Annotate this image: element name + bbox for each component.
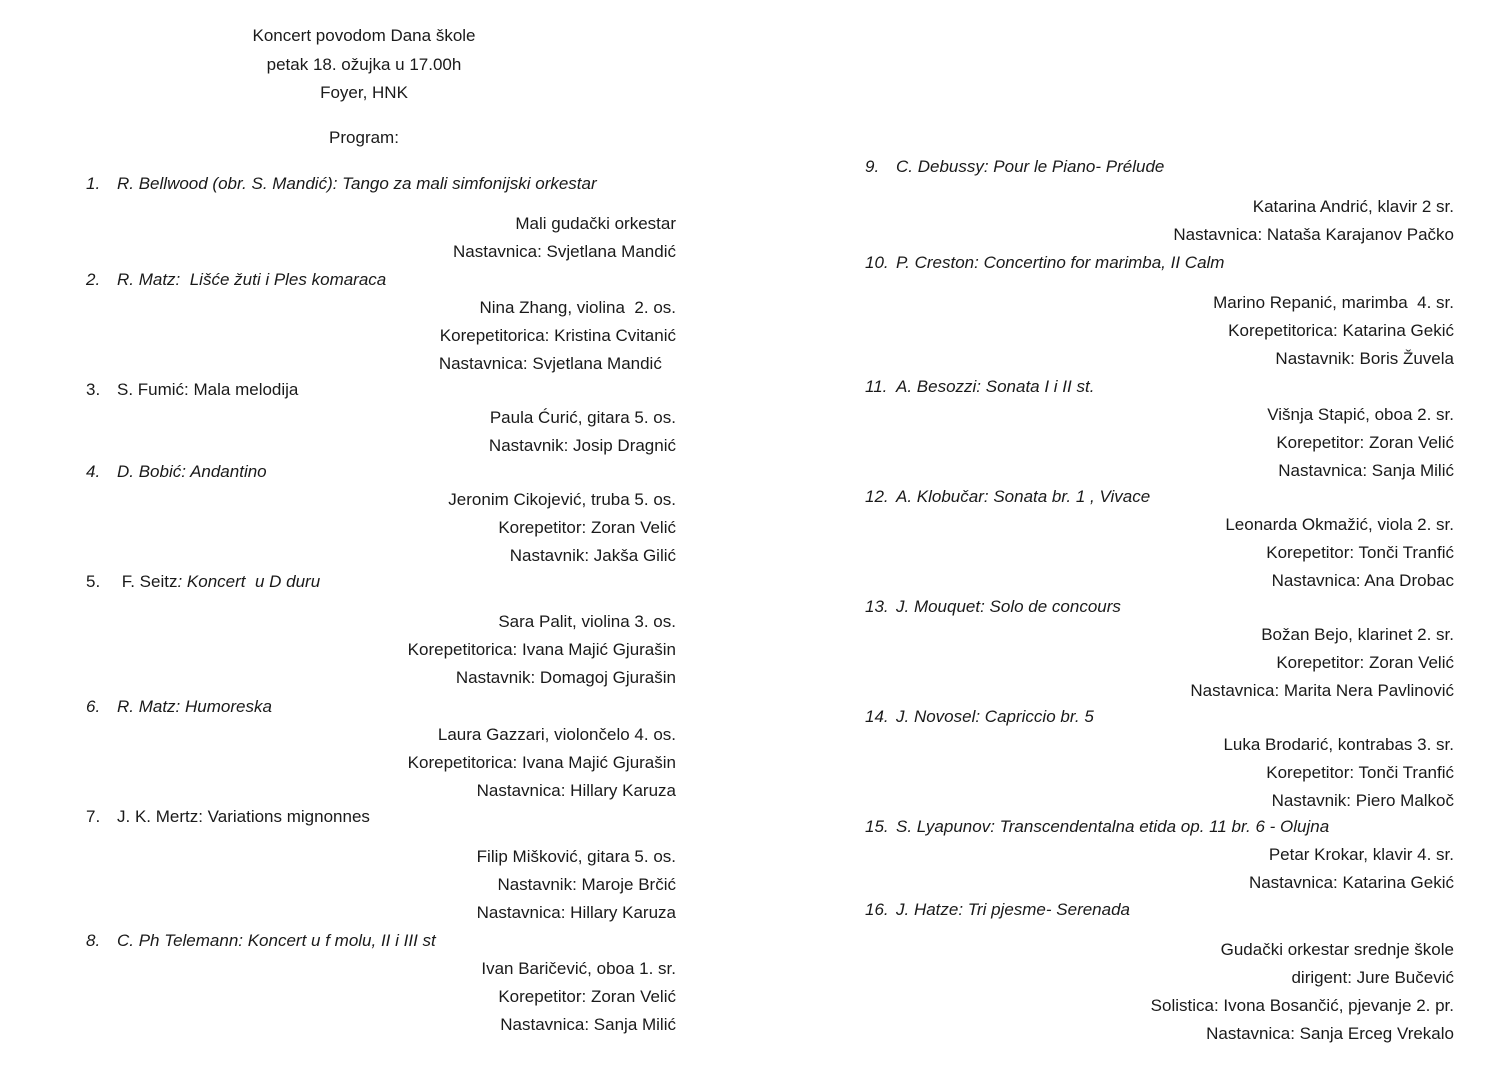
program-label: Program:	[329, 128, 399, 147]
performer-line: Korepetitor: Zoran Velić	[498, 987, 676, 1006]
piece-title: S. Lyapunov: Transcendentalna etida op. 11 br. 6 - Olujna	[896, 817, 1330, 836]
performer-line: Korepetitorica: Ivana Majić Gjurašin	[407, 640, 676, 659]
performer-line: Laura Gazzari, violončelo 4. os.	[437, 725, 676, 744]
performer-line: Paula Ćurić, gitara 5. os.	[489, 408, 676, 427]
header-date: petak 18. ožujka u 17.00h	[266, 54, 462, 74]
performer-line: Korepetitorica: Kristina Cvitanić	[439, 326, 676, 345]
item-number: 13.	[865, 597, 889, 616]
program-item	[865, 703, 1454, 815]
program-item	[865, 373, 1454, 485]
concert-header	[180, 22, 548, 108]
piece-line	[865, 896, 1454, 924]
performer-line: dirigent: Jure Bučević	[1291, 968, 1454, 987]
performer-line: Božan Bejo, klarinet 2. sr.	[1261, 625, 1454, 644]
performer-line: Korepetitor: Zoran Velić	[1276, 433, 1454, 452]
piece-title: J. Hatze: Tri pjesme- Serenada	[896, 900, 1130, 919]
performer-line: Nastavnik: Boris Žuvela	[1275, 349, 1454, 368]
performer-line: Nastavnica: Hillary Karuza	[476, 903, 676, 922]
performer-line: Korepetitor: Tonči Tranfić	[1266, 543, 1454, 562]
performer-line: Nastavnica: Sanja Milić	[500, 1015, 676, 1034]
piece-title: S. Fumić: Mala melodija	[117, 380, 299, 399]
performer-line: Korepetitorica: Ivana Majić Gjurašin	[407, 753, 676, 772]
piece-line	[865, 813, 1454, 841]
item-number: 4.	[86, 462, 101, 481]
piece-line	[865, 483, 1454, 511]
item-number: 1.	[86, 174, 101, 193]
piece-line	[865, 249, 1454, 277]
performer-line: Jeronim Cikojević, truba 5. os.	[448, 490, 676, 509]
program-item	[865, 593, 1454, 705]
item-number: 11.	[865, 377, 888, 396]
piece-line	[86, 693, 676, 721]
piece-title: J. Novosel: Capriccio br. 5	[896, 707, 1094, 726]
performer-line: Marino Repanić, marimba 4. sr.	[1213, 293, 1454, 312]
program-item	[86, 803, 676, 927]
piece-title: : Koncert u D duru	[177, 572, 321, 591]
item-number: 3.	[86, 380, 101, 399]
item-number: 16.	[865, 900, 889, 919]
performer-line: Petar Krokar, klavir 4. sr.	[1268, 845, 1454, 864]
performer-line: Nastavnik: Domagoj Gjurašin	[455, 668, 676, 687]
performer-line: Nastavnica: Hillary Karuza	[476, 781, 676, 800]
performer-line: Višnja Stapić, oboa 2. sr.	[1267, 405, 1454, 424]
performer-line: Katarina Andrić, klavir 2 sr.	[1252, 197, 1454, 216]
program-item	[865, 153, 1454, 249]
piece-title: J. K. Mertz: Variations mignonnes	[117, 807, 370, 826]
performer-line: Nastavnica: Nataša Karajanov Pačko	[1173, 225, 1454, 244]
program-item	[865, 896, 1454, 1048]
program-item	[865, 249, 1454, 373]
performer-line: Solistica: Ivona Bosančić, pjevanje 2. pr.	[1150, 996, 1454, 1015]
performer-line: Nastavnica: Marita Nera Pavlinović	[1190, 681, 1454, 700]
piece-line	[865, 703, 1454, 731]
piece-line	[865, 593, 1454, 621]
header-venue: Foyer, HNK	[320, 83, 408, 102]
item-number: 14.	[865, 707, 889, 726]
program-item	[86, 693, 676, 805]
piece-title: J. Mouquet: Solo de concours	[896, 597, 1121, 616]
piece-title: A. Besozzi: Sonata I i II st.	[896, 377, 1095, 396]
performer-line: Korepetitor: Zoran Velić	[498, 518, 676, 537]
piece-line	[865, 153, 1454, 181]
performer-line: Luka Brodarić, kontrabas 3. sr.	[1223, 735, 1454, 754]
performer-line: Nastavnik: Josip Dragnić	[488, 436, 676, 455]
program-item	[86, 170, 676, 266]
performer-line: Nastavnica: Sanja Milić	[1278, 461, 1454, 480]
piece-title: R. Matz: Lišće žuti i Ples komaraca	[117, 270, 387, 289]
performer-line: Korepetitor: Zoran Velić	[1276, 653, 1454, 672]
program-item	[86, 266, 676, 378]
performer-line: Nina Zhang, violina 2. os.	[479, 298, 676, 317]
performer-line: Nastavnica: Svjetlana Mandić	[452, 242, 676, 261]
piece-line	[86, 170, 676, 198]
performer-line: Nastavnik: Maroje Brčić	[497, 875, 676, 894]
piece-title: D. Bobić: Andantino	[117, 462, 267, 481]
piece-title: P. Creston: Concertino for marimba, II Calm	[896, 253, 1225, 272]
item-number: 6.	[86, 697, 101, 716]
performer-line: Nastavnica: Svjetlana Mandić	[438, 354, 676, 373]
performer-line: Nastavnica: Ana Drobac	[1271, 571, 1454, 590]
piece-line	[86, 568, 676, 596]
program-item	[86, 927, 676, 1039]
performer-line: Nastavnica: Katarina Gekić	[1248, 873, 1454, 892]
performer-line: Ivan Baričević, oboa 1. sr.	[481, 959, 676, 978]
piece-title: C. Ph Telemann: Koncert u f molu, II i III st	[117, 931, 436, 950]
item-number: 15.	[865, 817, 889, 836]
piece-title: R. Matz: Humoreska	[117, 697, 272, 716]
performer-line: Korepetitor: Tonči Tranfić	[1266, 763, 1454, 782]
item-number: 10.	[865, 253, 889, 272]
performer-line: Nastavnik: Piero Malkoč	[1271, 791, 1454, 810]
piece-line	[865, 373, 1454, 401]
program-item	[86, 376, 676, 460]
performer-line: Gudački orkestar srednje škole	[1220, 940, 1454, 959]
performer-line: Filip Mišković, gitara 5. os.	[476, 847, 676, 866]
program-item	[86, 458, 676, 570]
item-number: 5.	[86, 572, 101, 591]
program-item	[86, 568, 676, 692]
performer-line: Leonarda Okmažić, viola 2. sr.	[1225, 515, 1454, 534]
header-title: Koncert povodom Dana škole	[252, 26, 476, 45]
piece-line	[86, 376, 676, 404]
piece-line	[86, 266, 676, 294]
performer-line: Mali gudački orkestar	[515, 214, 676, 233]
piece-title: R. Bellwood (obr. S. Mandić): Tango za mali simfonijski orkestar	[117, 174, 597, 193]
piece-line	[86, 927, 676, 955]
performer-line: Sara Palit, violina 3. os.	[498, 612, 676, 631]
piece-title: C. Debussy: Pour le Piano- Prélude	[896, 157, 1165, 176]
item-number: 2.	[86, 270, 101, 289]
piece-title: A. Klobučar: Sonata br. 1 , Vivace	[896, 487, 1151, 506]
item-number: 12.	[865, 487, 889, 506]
item-number: 9.	[865, 157, 880, 176]
performer-line: Nastavnik: Jakša Gilić	[509, 546, 676, 565]
performer-line: Korepetitorica: Katarina Gekić	[1228, 321, 1454, 340]
composer-name: F. Seitz	[117, 572, 178, 591]
item-number: 8.	[86, 931, 101, 950]
performer-line: Nastavnica: Sanja Erceg Vrekalo	[1206, 1024, 1454, 1043]
piece-line	[86, 458, 676, 486]
item-number: 7.	[86, 807, 101, 826]
piece-line	[86, 803, 676, 831]
program-item	[865, 483, 1454, 595]
program-item	[865, 813, 1454, 897]
